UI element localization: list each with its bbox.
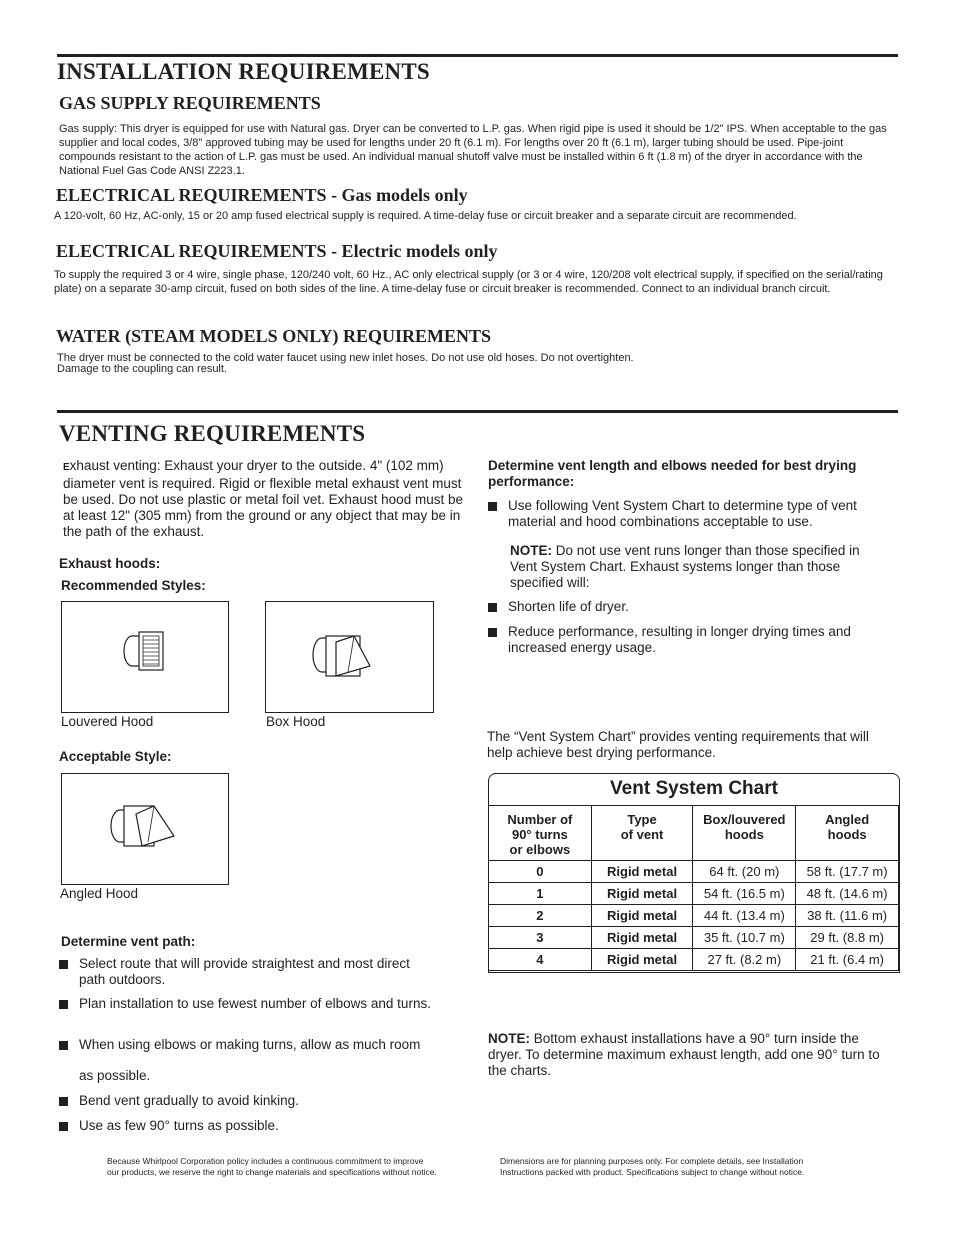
installation-title: INSTALLATION REQUIREMENTS bbox=[57, 59, 430, 84]
angled-hood-label: Angled Hood bbox=[60, 886, 139, 901]
chart-title: Vent System Chart bbox=[610, 778, 778, 799]
bullet-icon bbox=[59, 1122, 68, 1131]
cell-turns: 1 bbox=[489, 883, 592, 905]
cell-type: Rigid metal bbox=[591, 949, 693, 971]
vent-chart-table bbox=[488, 805, 899, 971]
exhaust-intro bbox=[63, 458, 473, 540]
intro-text: xhaust venting: Exhaust your dryer to the outside. 4" (102 mm) diameter vent is required. Rigid or flexible metal exhaust vent must be used. Do not use plastic or metal foil vet. Exhaust hood must be at least 12" (305 mm) from the ground or any object that may be in the path of the exhaust. bbox=[63, 458, 463, 539]
header-angled: Angled hoods bbox=[796, 806, 899, 861]
cell-angled: 21 ft. (6.4 m) bbox=[796, 949, 899, 971]
cell-type: Rigid metal bbox=[591, 905, 693, 927]
cell-box-louvered: 35 ft. (10.7 m) bbox=[693, 927, 796, 949]
louvered-hood-icon bbox=[62, 602, 228, 712]
cell-turns: 3 bbox=[489, 927, 592, 949]
electrical-gas-heading: ELECTRICAL REQUIREMENTS - Gas models only bbox=[56, 185, 468, 205]
box-hood-label: Box Hood bbox=[266, 714, 326, 729]
louvered-hood-label: Louvered Hood bbox=[61, 714, 154, 729]
header-type: Type of vent bbox=[591, 806, 693, 861]
header-turns: Number of 90° turns or elbows bbox=[489, 806, 592, 861]
cell-type: Rigid metal bbox=[591, 927, 693, 949]
footer-right-line2: Instructions packed with product. Specifications subject to change without notice. bbox=[500, 1167, 805, 1177]
bullet-icon bbox=[488, 502, 497, 511]
list-item: Bend vent gradually to avoid kinking. bbox=[59, 1093, 439, 1109]
gas-supply-text bbox=[59, 122, 899, 178]
chart-intro: The “Vent System Chart” provides venting requirements that will help achieve best drying performance. bbox=[487, 729, 869, 760]
table-row bbox=[489, 861, 899, 883]
water-text-line2: Damage to the coupling can result. bbox=[57, 363, 227, 375]
bullet-icon bbox=[488, 603, 497, 612]
table-row bbox=[489, 927, 899, 949]
vent-length-note bbox=[510, 543, 880, 591]
venting-title: VENTING REQUIREMENTS bbox=[59, 421, 366, 446]
footer-right-line1: Dimensions are for planning purposes only. For complete details, see Installation bbox=[500, 1156, 804, 1166]
recommended-styles-heading: Recommended Styles: bbox=[61, 578, 206, 593]
vent-path-heading: Determine vent path: bbox=[61, 934, 196, 949]
header-box-louvered: Box/louvered hoods bbox=[693, 806, 796, 861]
intro-initial: E bbox=[63, 462, 70, 473]
cell-angled: 29 ft. (8.8 m) bbox=[796, 927, 899, 949]
gas-supply-body: : This dryer is equipped for use with Natural gas. Dryer can be converted to L.P. gas. When rigid pipe is used it should be 1/2" IPS. When acceptable to the gas supplier and local codes, 3/8" approved tubing may be used for lengths under 20 ft (6.1 m). For lengths over 20 ft (6.1 m), larger tubing should be used. Pipe-joint compounds resistant to the action of L.P. gas must be used. An individual manual shutoff valve must be installed within 6 ft (1.8 m) of the dryer in accordance with the National Fuel Gas Code ANSI Z223.1. bbox=[59, 123, 887, 177]
list-item: Plan installation to use fewest number of elbows and turns. bbox=[59, 996, 439, 1012]
venting-rule bbox=[57, 410, 898, 413]
bullet-icon bbox=[59, 1041, 68, 1050]
footer-left-line2: our products, we reserve the right to change materials and specifications without notice. bbox=[107, 1167, 437, 1177]
cell-type: Rigid metal bbox=[591, 861, 693, 883]
bullet-icon bbox=[59, 960, 68, 969]
vent-length-heading: Determine vent length and elbows needed for best drying performance: bbox=[488, 458, 857, 489]
cell-type: Rigid metal bbox=[591, 883, 693, 905]
top-rule bbox=[57, 54, 898, 57]
acceptable-style-heading: Acceptable Style: bbox=[59, 749, 172, 764]
electrical-gas-text: A 120-volt, 60 Hz, AC-only, 15 or 20 amp fused electrical supply is required. A time-delay fuse or circuit breaker and a separate circuit are recommended. bbox=[54, 210, 797, 222]
footer-left-line1: Because Whirlpool Corporation policy includes a continuous commitment to improve bbox=[107, 1156, 424, 1166]
angled-hood-icon bbox=[62, 774, 228, 884]
list-item: Use following Vent System Chart to determine type of vent material and hood combinations acceptable to use. bbox=[488, 498, 878, 530]
note-text: Do not use vent runs longer than those specified in Vent System Chart. Exhaust systems longer than those specified will: bbox=[510, 543, 860, 590]
electrical-electric-text: To supply the required 3 or 4 wire, single phase, 120/240 volt, 60 Hz., AC only electrical supply (or 3 or 4 wire, 120/208 volt electrical supply, if specified on the serial/rating plate) on a separate 30-amp circuit, fused on both sides of the line. A time-delay fuse or circuit breaker is recommended. Connect to an individual branch circuit. bbox=[54, 269, 883, 295]
cell-angled: 48 ft. (14.6 m) bbox=[796, 883, 899, 905]
footer-right bbox=[500, 1156, 880, 1178]
angled-hood-box bbox=[61, 773, 229, 885]
gas-supply-label: Gas supply bbox=[59, 123, 115, 135]
bullet-icon bbox=[59, 1097, 68, 1106]
gas-supply-heading: GAS SUPPLY REQUIREMENTS bbox=[59, 93, 321, 113]
cell-turns: 2 bbox=[489, 905, 592, 927]
water-heading: WATER (STEAM MODELS ONLY) REQUIREMENTS bbox=[56, 326, 492, 346]
table-row bbox=[489, 949, 899, 971]
bullet-icon bbox=[59, 1000, 68, 1009]
box-hood-icon bbox=[266, 602, 433, 712]
cell-box-louvered: 64 ft. (20 m) bbox=[693, 861, 796, 883]
list-item: Select route that will provide straightest and most direct path outdoors. bbox=[59, 956, 439, 988]
bullet-icon bbox=[488, 628, 497, 637]
footer-left bbox=[107, 1156, 487, 1178]
list-item: When using elbows or making turns, allow as much room bbox=[59, 1037, 439, 1053]
cell-box-louvered: 44 ft. (13.4 m) bbox=[693, 905, 796, 927]
louvered-hood-box bbox=[61, 601, 229, 713]
water-text-line1: The dryer must be connected to the cold water faucet using new inlet hoses. Do not use old hoses. Do not overtighten. bbox=[57, 352, 634, 364]
list-item-continued: as possible. bbox=[79, 1068, 151, 1083]
box-hood-box bbox=[265, 601, 434, 713]
electrical-electric-heading: ELECTRICAL REQUIREMENTS - Electric models only bbox=[56, 241, 498, 261]
table-row bbox=[489, 883, 899, 905]
list-item: Use as few 90° turns as possible. bbox=[59, 1118, 439, 1134]
bottom-note-text: Bottom exhaust installations have a 90° turn inside the dryer. To determine maximum exhaust length, add one 90° turn to the charts. bbox=[488, 1031, 880, 1078]
list-item: Shorten life of dryer. bbox=[488, 599, 878, 615]
exhaust-hoods-heading: Exhaust hoods: bbox=[59, 556, 161, 571]
cell-turns: 4 bbox=[489, 949, 592, 971]
table-row bbox=[489, 905, 899, 927]
cell-angled: 38 ft. (11.6 m) bbox=[796, 905, 899, 927]
note-label: NOTE: bbox=[510, 543, 552, 558]
cell-angled: 58 ft. (17.7 m) bbox=[796, 861, 899, 883]
list-item: Reduce performance, resulting in longer drying times and increased energy usage. bbox=[488, 624, 878, 656]
bottom-note-label: NOTE: bbox=[488, 1031, 530, 1046]
cell-box-louvered: 54 ft. (16.5 m) bbox=[693, 883, 796, 905]
cell-turns: 0 bbox=[489, 861, 592, 883]
bottom-exhaust-note bbox=[488, 1031, 888, 1079]
table-header-row bbox=[489, 806, 899, 861]
cell-box-louvered: 27 ft. (8.2 m) bbox=[693, 949, 796, 971]
